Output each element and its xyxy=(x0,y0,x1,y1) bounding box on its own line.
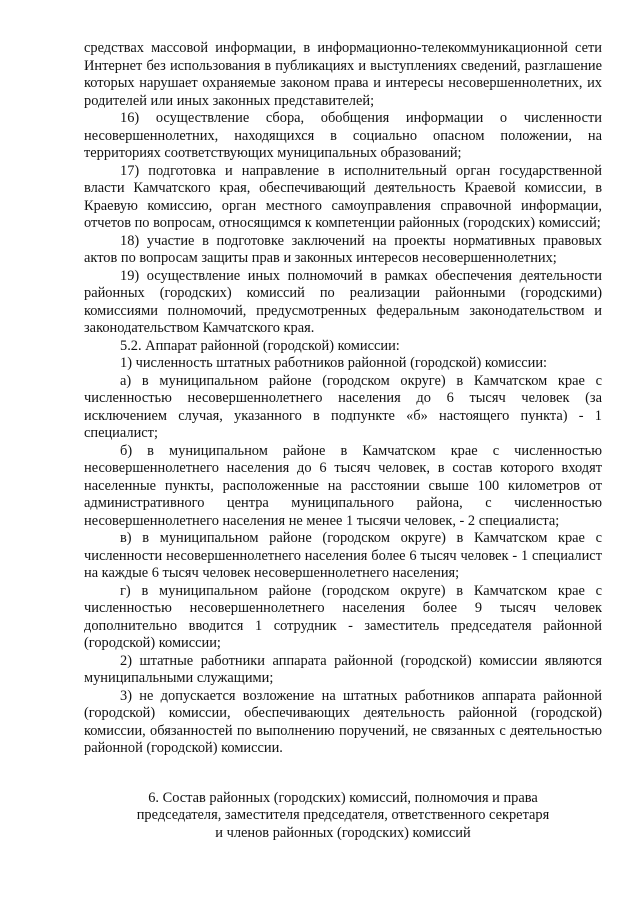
paragraph-item-2: 2) штатные работники аппарата районной (городской) комиссии являются муниципальными служащими; xyxy=(84,652,602,686)
section-heading xyxy=(84,790,602,843)
section-heading-line-2: председателя, заместителя председателя, ответственного секретаря xyxy=(136,807,550,823)
paragraph-subitem-g: г) в муниципальном районе (городском округе) в Камчатском крае с численностью несовершеннолетнего населения более 9 тысяч человек дополнительно вводится 1 сотрудник - заместитель председателя районной (городской) комиссии; xyxy=(84,582,602,651)
paragraph-item-16: 16) осуществление сбора, обобщения информации о численности несовершеннолетних, находящихся в социально опасном положении, на территориях соответствующих муниципальных образований; xyxy=(84,110,602,161)
paragraph-section-5-2: 5.2. Аппарат районной (городской) комиссии: xyxy=(120,337,400,354)
paragraph-subitem-a: а) в муниципальном районе (городском округе) в Камчатском крае с численностью несовершеннолетнего населения до 6 тысяч человек (за исключением случая, указанного в подпункте «б» настоящего пункта) - 1 специалист; xyxy=(84,372,602,441)
paragraph-intro: средствах массовой информации, в информационно-телекоммуникационной сети Интернет без использования в публикациях и выступлениях сведений, разглашение которых нарушает охраняемые законом права и интересы несовершеннолетних, их родителей или иных законных представителей; xyxy=(84,40,602,109)
paragraph-item-18: 18) участие в подготовке заключений на проекты нормативных правовых актов по вопросам защиты прав и законных интересов несовершеннолетних; xyxy=(84,232,602,266)
paragraph-subitem-b: б) в муниципальном районе в Камчатском крае с численностью несовершеннолетнего населения до 6 тысяч человек, в состав которого входят населенные пункты, расположенные на расстоянии свыше 100 километров от административного центра муниципального района, с численностью несовершеннолетнего населения не менее 1 тысячи человек, - 2 специалиста; xyxy=(84,442,602,529)
section-heading-line-3: и членов районных (городских) комиссий xyxy=(215,824,471,841)
paragraph-item-19: 19) осуществление иных полномочий в рамках обеспечения деятельности районных (городских) комиссий по реализации районными (городскими) комиссиями полномочий, предусмотренных федеральным законодательством и законодательством Камчатского края. xyxy=(84,267,602,336)
section-heading-line-1: 6. Состав районных (городских) комиссий, полномочия и права xyxy=(148,789,538,806)
paragraph-subitem-v: в) в муниципальном районе (городском округе) в Камчатском крае с численности несовершеннолетнего населения более 6 тысяч человек - 1 специалист на каждые 6 тысяч человек несовершеннолетнего населения; xyxy=(84,530,602,581)
document-page xyxy=(84,40,602,842)
paragraph-item-17: 17) подготовка и направление в исполнительный орган государственной власти Камчатского края, обеспечивающий деятельность Краевой комиссии, в Краевую комиссию, орган местного самоуправления справочной информации, отчетов по вопросам, относящимся к компетенции районных (городских) комиссий; xyxy=(84,162,602,231)
paragraph-staff-count: 1) численность штатных работников районной (городской) комиссии: xyxy=(120,355,548,371)
paragraph-item-3: 3) не допускается возложение на штатных работников аппарата районной (городской) комиссии, обеспечивающих деятельность районной (городской) комиссии, обязанностей по выполнению поручений, не связанных с деятельностью районной (городской) комиссии. xyxy=(84,687,602,756)
